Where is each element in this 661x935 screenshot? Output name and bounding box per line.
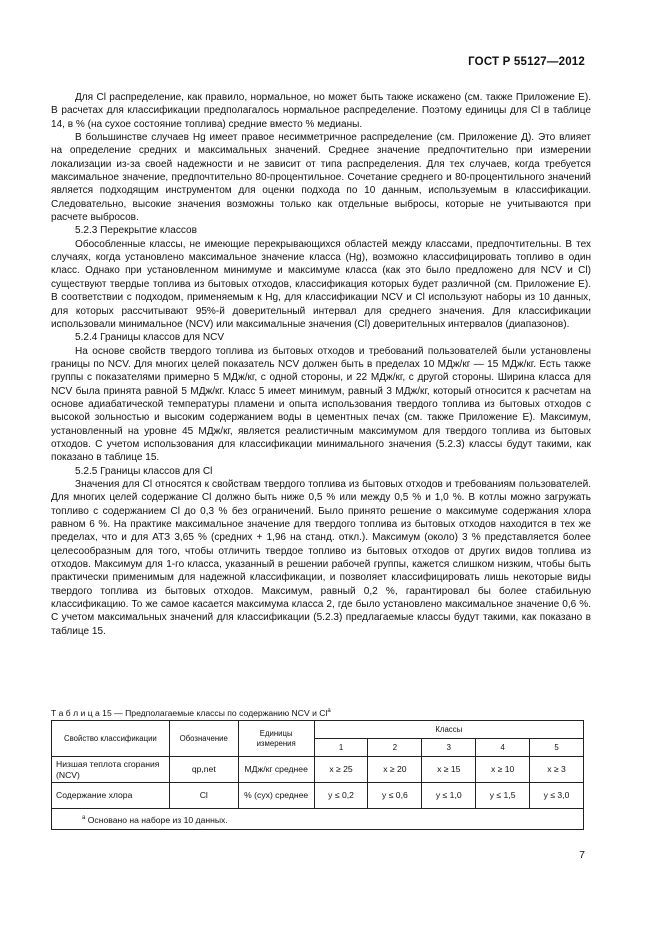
cell-class-3: x ≥ 15 [422, 757, 476, 783]
table-row-ncv [52, 757, 584, 783]
header-designation: Обозначение [169, 721, 238, 757]
table-caption-text: 15 — Предполагаемые классы по содержанию NCV и Cl [99, 708, 328, 718]
table-caption [51, 708, 331, 718]
cell-class-5: y ≤ 3,0 [530, 783, 584, 809]
footnote-mark: a [82, 814, 86, 821]
cell-property: Содержание хлора [52, 783, 170, 809]
header-class-1: 1 [314, 739, 368, 757]
cell-designation: Cl [169, 783, 238, 809]
document-code-header: ГОСТ Р 55127—2012 [468, 56, 585, 68]
cell-class-1: x ≥ 25 [314, 757, 368, 783]
header-class-4: 4 [476, 739, 530, 757]
section-heading-5-2-4: 5.2.4 Границы классов для NCV [75, 332, 225, 344]
paragraph-class-overlap: Обособленные классы, не имеющие перекрывающихся областей между классами, предпочтительны. В тех случаях, когда установлено максимальное значение класса (Hg), возможно классифицировать топливо в один класс. Однако при установленном минимуме и максимуме класса (как это было предложено для NCV и Cl) существуют твердые топлива из бытовых отходов, классификация которых будет различной (см. Приложение E). В соответствии с подходом, применяемым к Hg, для классификации NCV и Cl используют наборы из 10 данных, для которых рассчитывают 95%-й доверительный интервал для среднего значения. Для классификации использовали минимальное (NCV) или максимальные значения (Cl) доверительных интервалов (диапазонов). [51, 238, 591, 330]
paragraph-cl-boundaries: Значения для Cl относятся к свойствам твердого топлива из бытовых отходов и требованиям пользователей. Для многих целей содержание Cl должно быть ниже 0,5 % или между 0,5 % и 1,0 %. В котлы можно загружать топливо с содержанием Cl до 0,3 % без ограничений. Было принято решение о максимуме содержания хлора равном 6 %. На практике максимальное значение для твердого топлива из бытовых отходов находится в тех же пределах, что и для АТЗ 3,65 % (средних + 1,96 на станд. откл.). Максимум (около) 3 % представляется более целесообразным для того, чтобы отличить твердое топливо из бытовых отходов от других видов топлива из отходов. Максимум для 1-го класса, указанный в решении рабочей группы, кажется слишком низким, чтобы быть практически применимым для надежной классификации, и позволяет классифицировать лишь некоторые виды твердого топлива из бытовых отходов. Максимум, равный 0,2 %, гарантировал бы более стабильную классификацию. То же самое касается максимума класса 2, где было установлено максимальное значение 0,6 %. С учетом максимальных значений для классификации (5.2.3) предлагаемые классы будут такими, как показано в таблице 15. [51, 478, 591, 637]
header-class-2: 2 [368, 739, 422, 757]
table-footnote [52, 809, 584, 830]
cell-units: МДж/кг среднее [238, 757, 314, 783]
cell-class-2: x ≥ 20 [368, 757, 422, 783]
table-row-chlorine [52, 783, 584, 809]
header-property: Свойство классификации [52, 721, 170, 757]
section-heading-5-2-3: 5.2.3 Перекрытие классов [75, 225, 197, 237]
footnote-text: Основано на наборе из 10 данных. [85, 814, 228, 825]
table-header-row [52, 721, 584, 739]
header-units: Единицы измерения [238, 721, 314, 757]
table-caption-footnote-mark: a [327, 708, 331, 715]
cell-property: Низшая теплота сгорания (NCV) [52, 757, 170, 783]
paragraph-hg-distribution: В большинстве случаев Hg имеет правое несимметричное распределение (см. Приложение Д). Это влияет на определение средних и максимальных значений. Среднее значение предпочтительно при измерении локализации из-за своей надежности и не зависит от типа распределения. Для тех случаев, когда требуется максимальное значение, предпочтительно 80-процентильное. Сочетание среднего и 80-процентильного значений является подходящим инструментом для оценки подхода по 10 данным, используемым в классификации. Следовательно, высокие значения возможны только как отдельные выбросы, которые не учитываются при расчете выбросов. [51, 132, 591, 224]
classes-table [51, 720, 584, 830]
header-classes: Классы [314, 721, 583, 739]
cell-class-1: y ≤ 0,2 [314, 783, 368, 809]
main-text [51, 91, 591, 638]
cell-units: % (сух) среднее [238, 783, 314, 809]
cell-class-4: x ≥ 10 [476, 757, 530, 783]
table-footnote-row [52, 809, 584, 830]
paragraph-cl-distribution: Для Cl распределение, как правило, нормальное, но может быть также искажено (см. также Приложение E). В расчетах для классификации предполагалось нормальное распределение. Поэтому единицы для Cl в таблице 14, в % (на сухое состояние топлива) средние вместо % медианы. [51, 92, 591, 130]
section-heading-5-2-5: 5.2.5 Границы классов для Cl [75, 465, 213, 477]
cell-class-2: y ≤ 0,6 [368, 783, 422, 809]
paragraph-ncv-boundaries: На основе свойств твердого топлива из бытовых отходов и требований пользователей были установлены границы по NCV. Для многих целей показатель NCV должен быть в пределах 10 МДж/кг — 15 МДж/кг. Есть также группы с показателями примерно 5 МДж/кг, с одной стороны, и 22 МДж/кг, с другой стороны. Ширина класса для NCV была принята равной 5 МДж/кг. Класс 5 имеет минимум, равный 3 МДж/кг, который относится к расчетам на основе адиабатической температуры пламени и опыта использования твердого топлива из бытовых отходов с высокой зольностью и высоким содержанием воды в цементных печах (см. также Приложение E). Максимум, установленный на уровне 45 МДж/кг, является реалистичным максимумом для твердого топлива из бытовых отходов. С учетом использования для классификации минимального значения (5.2.3) классы будут такими, как показано в таблице 15. [51, 345, 591, 464]
cell-class-3: y ≤ 1,0 [422, 783, 476, 809]
page-number: 7 [579, 849, 585, 861]
header-class-5: 5 [530, 739, 584, 757]
cell-class-4: y ≤ 1,5 [476, 783, 530, 809]
cell-class-5: x ≥ 3 [530, 757, 584, 783]
table-caption-prefix: Т а б л и ц а [51, 708, 100, 718]
header-class-3: 3 [422, 739, 476, 757]
cell-designation: qp,net [169, 757, 238, 783]
